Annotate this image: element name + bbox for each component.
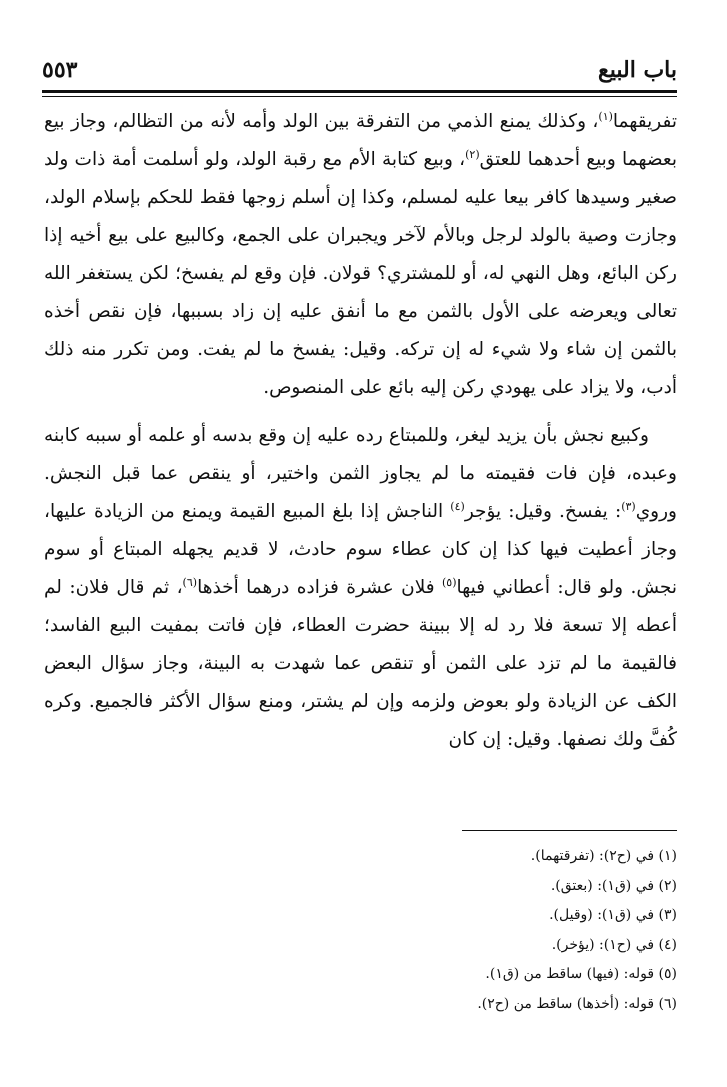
text-segment: ، وبيع كتابة الأم مع رقبة الولد، ولو أسلمت أمة ذات ولد صغير وسيدها كافر بيعا عليه لمسلم، وكذا إن أسلم زوجها فقط للحكم بإسلام الولد، وجازت وصية بالولد لرجل وبالأم لآخر ويجبران على الجمع، وكالبيع على بيع أخيه إذا ركن البائع، وهل النهي له، أو للمشتري؟ قولان. فإن وقع لم يفسخ؛ لكن يستغفر الله تعالى ويعرضه على الأول بالثمن مع ما أنفق عليه إن زاد بسببها، فإن نقص أخذه بالثمن إن شاء ولا شيء له إن تركه. وقيل: يفسخ ما لم يفت. ومن تكرر منه ذلك أدب، ولا يزاد على يهودي ركن إليه بائع على المنصوص. xyxy=(44,149,677,398)
page-number: ٥٥٣ xyxy=(42,57,78,83)
footnote-reference: (٥) xyxy=(441,575,457,589)
running-title: باب البيع xyxy=(598,57,677,83)
header-rule-thin xyxy=(42,96,677,97)
text-segment: تفريقهما xyxy=(612,111,677,132)
footnote-reference: (٢) xyxy=(465,147,480,161)
page-header xyxy=(42,52,677,88)
paragraph xyxy=(44,103,677,407)
footnote-reference: (٣) xyxy=(621,499,636,513)
footnote-reference: (٤) xyxy=(450,499,465,513)
text-segment: : يفسخ. وقيل: يؤجر xyxy=(464,501,622,522)
text-segment: فلان عشرة فزاده درهما أخذها xyxy=(197,577,442,598)
main-text xyxy=(44,103,677,759)
text-segment: وكبيع نجش بأن يزيد ليغر، وللمبتاع رده عليه إن وقع بدسه أو علمه أو سببه كابنه وعبده، فإن فات فقيمته ما لم يجاوز الثمن واختير، أو ينقص عما قبل النجش. وروي xyxy=(44,425,677,522)
footnote: (٣) في (ق١): (وقيل). xyxy=(549,907,677,923)
footnote: (٢) في (ق١): (بعتق). xyxy=(550,877,677,894)
text-segment: ، ثم قال فلان: لم أعطه إلا تسعة فلا رد له إلا ببينة حضرت العطاء، فإن فاتت بمفيت البيع الفاسد؛ فالقيمة ما لم تزد على الثمن أو تنقص عما شهدت به البينة، وجاز سؤال البعض الكف عن الزيادة ولو بعوض ولزمه وإن لم يشتر، ومنع سؤال الأكثر فالجميع. وكره كُفَّ ولك نصفها. وقيل: إن كان xyxy=(44,577,677,750)
footnote: (١) في (ح٢): (تفرقتهما). xyxy=(530,848,677,864)
footnote-separator xyxy=(462,830,677,831)
text-segment: ، وكذلك يمنع الذمي من التفرقة بين الولد وأمه لأنه من التظالم، وجاز بيع بعضهما وبيع أحدهما للعتق xyxy=(44,111,677,170)
footnote: (٥) قوله: (فيها) ساقط من (ق١). xyxy=(485,966,677,982)
footnote-reference: (٦) xyxy=(182,575,198,589)
footnote: (٤) في (ح١): (يؤخر). xyxy=(551,936,677,953)
footnotes xyxy=(300,842,677,1019)
text-segment: الناجش إذا بلغ المبيع القيمة ويمنع من الزيادة عليها، وجاز أعطيت فيها كذا إن كان عطاء سوم حادث، لا قديم يجهله المبتاع أو سوم نجش. ولو قال: أعطاني فيها xyxy=(44,501,678,598)
paragraph xyxy=(44,417,677,759)
footnote: (٦) قوله: (أخذها) ساقط من (ح٢). xyxy=(477,995,677,1012)
header-rule xyxy=(42,90,677,93)
footnote-reference: (١) xyxy=(598,109,613,123)
